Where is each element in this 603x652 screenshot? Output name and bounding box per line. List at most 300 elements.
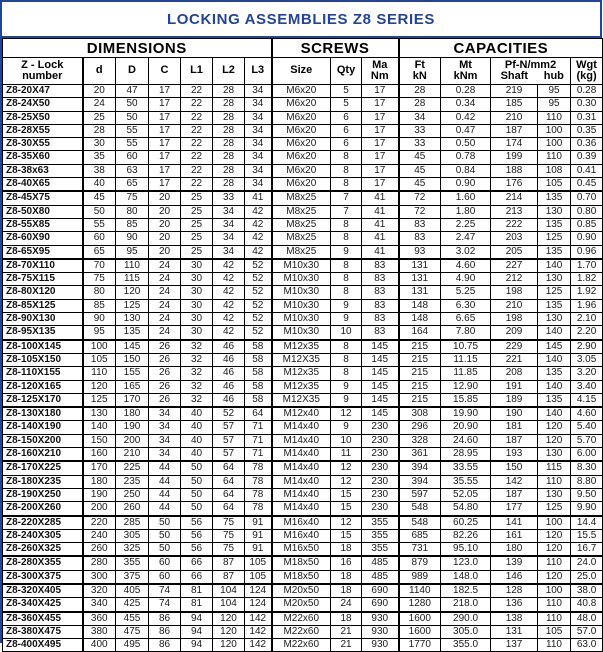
cell-ft: 45 [399, 151, 441, 164]
cell-C: 86 [149, 612, 181, 626]
cell-L3: 142 [245, 639, 272, 652]
cell-hub: 135 [538, 367, 571, 380]
cell-ft: 28 [399, 85, 441, 98]
cell-hub: 135 [538, 299, 571, 312]
col-mt [441, 58, 491, 85]
cell-D: 115 [116, 273, 149, 286]
cell-name: Z8-35X60 [3, 151, 83, 164]
cell-d: 400 [83, 639, 116, 652]
cell-shaft: 208 [491, 367, 538, 380]
cell-shaft: 221 [491, 353, 538, 366]
cell-qty: 8 [331, 367, 362, 380]
cell-name: Z8-20X47 [3, 85, 83, 98]
cell-L2: 28 [213, 111, 245, 124]
cell-size: M8x25 [272, 232, 331, 245]
cell-C: 26 [149, 367, 181, 380]
cell-hub: 110 [538, 639, 571, 652]
cell-qty: 8 [331, 151, 362, 164]
cell-L2: 64 [213, 475, 245, 488]
cell-D: 110 [116, 259, 149, 273]
cell-L3: 41 [245, 191, 272, 205]
cell-C: 17 [149, 138, 181, 151]
cell-size: M12x35 [272, 380, 331, 393]
cell-C: 24 [149, 273, 181, 286]
cell-L1: 66 [181, 570, 213, 584]
cell-d: 85 [83, 299, 116, 312]
cell-L3: 42 [245, 205, 272, 218]
cell-L3: 71 [245, 434, 272, 447]
cell-qty: 8 [331, 218, 362, 231]
cell-shaft: 177 [491, 502, 538, 516]
cell-ma: 83 [362, 273, 399, 286]
cell-wgt: 0.80 [571, 205, 603, 218]
cell-ft: 83 [399, 218, 441, 231]
cell-ft: 93 [399, 245, 441, 259]
cell-D: 47 [116, 85, 149, 98]
cell-shaft: 188 [491, 164, 538, 177]
cell-D: 455 [116, 612, 149, 626]
cell-C: 26 [149, 353, 181, 366]
cell-ma: 145 [362, 340, 399, 354]
cell-D: 55 [116, 124, 149, 137]
cell-L1: 25 [181, 245, 213, 259]
section-screws: SCREWS [272, 39, 399, 58]
cell-L2: 104 [213, 584, 245, 598]
cell-size: M12X35 [272, 353, 331, 366]
cell-L3: 71 [245, 421, 272, 434]
col-pf-sub [491, 71, 570, 83]
table-row [3, 461, 603, 475]
table-row [3, 151, 603, 164]
cell-L2: 57 [213, 434, 245, 447]
cell-qty: 21 [331, 639, 362, 652]
cell-L2: 42 [213, 326, 245, 340]
cell-size: M6x20 [272, 151, 331, 164]
cell-C: 44 [149, 502, 181, 516]
cell-d: 35 [83, 151, 116, 164]
cell-D: 130 [116, 313, 149, 326]
cell-L3: 142 [245, 625, 272, 638]
cell-ft: 1280 [399, 598, 441, 612]
cell-ft: 597 [399, 488, 441, 501]
cell-shaft: 210 [491, 111, 538, 124]
cell-shaft: 131 [491, 625, 538, 638]
cell-shaft: 229 [491, 340, 538, 354]
cell-shaft: 222 [491, 218, 538, 231]
cell-size: M6x20 [272, 178, 331, 192]
cell-d: 30 [83, 138, 116, 151]
cell-C: 24 [149, 313, 181, 326]
cell-C: 50 [149, 516, 181, 530]
cell-L3: 42 [245, 232, 272, 245]
cell-name: Z8-300X375 [3, 570, 83, 584]
cell-L1: 94 [181, 639, 213, 652]
cell-ma: 145 [362, 380, 399, 393]
cell-C: 34 [149, 434, 181, 447]
cell-wgt: 5.70 [571, 434, 603, 447]
cell-D: 325 [116, 543, 149, 557]
cell-ma: 930 [362, 625, 399, 638]
cell-d: 160 [83, 448, 116, 462]
cell-wgt: 0.28 [571, 85, 603, 98]
col-ft [399, 58, 441, 85]
section-dimensions: DIMENSIONS [3, 39, 272, 58]
cell-ma: 83 [362, 326, 399, 340]
cell-wgt: 25.0 [571, 570, 603, 584]
col-pf [491, 58, 571, 85]
cell-ma: 41 [362, 205, 399, 218]
cell-d: 320 [83, 584, 116, 598]
cell-qty: 18 [331, 584, 362, 598]
cell-mt: 95.10 [441, 543, 491, 557]
cell-C: 17 [149, 111, 181, 124]
cell-L1: 22 [181, 98, 213, 111]
table-row [3, 111, 603, 124]
cell-wgt: 63.0 [571, 639, 603, 652]
table-row [3, 598, 603, 612]
cell-qty: 9 [331, 421, 362, 434]
cell-shaft: 150 [491, 461, 538, 475]
col-zlock-line2: number [22, 70, 63, 82]
cell-qty: 8 [331, 273, 362, 286]
cell-size: M6x20 [272, 164, 331, 177]
cell-wgt: 38.0 [571, 584, 603, 598]
cell-wgt: 1.82 [571, 273, 603, 286]
cell-name: Z8-120X165 [3, 380, 83, 393]
cell-size: M12x35 [272, 367, 331, 380]
table-row [3, 353, 603, 366]
cell-ft: 215 [399, 367, 441, 380]
cell-ma: 83 [362, 259, 399, 273]
cell-size: M14x40 [272, 488, 331, 501]
cell-L3: 58 [245, 380, 272, 393]
cell-shaft: 198 [491, 313, 538, 326]
cell-ft: 215 [399, 380, 441, 393]
cell-d: 280 [83, 556, 116, 570]
table-row [3, 85, 603, 98]
cell-shaft: 187 [491, 434, 538, 447]
cell-D: 85 [116, 218, 149, 231]
cell-wgt: 0.31 [571, 111, 603, 124]
cell-D: 80 [116, 205, 149, 218]
cell-qty: 9 [331, 299, 362, 312]
cell-D: 425 [116, 598, 149, 612]
cell-ft: 215 [399, 353, 441, 366]
cell-qty: 12 [331, 461, 362, 475]
cell-hub: 120 [538, 434, 571, 447]
cell-name: Z8-50X80 [3, 205, 83, 218]
cell-ft: 308 [399, 407, 441, 421]
cell-size: M14x40 [272, 434, 331, 447]
cell-L2: 28 [213, 124, 245, 137]
cell-hub: 140 [538, 407, 571, 421]
cell-L3: 34 [245, 111, 272, 124]
cell-L3: 52 [245, 313, 272, 326]
table-row [3, 502, 603, 516]
cell-C: 20 [149, 191, 181, 205]
cell-L1: 94 [181, 625, 213, 638]
table-row [3, 516, 603, 530]
cell-wgt: 3.20 [571, 367, 603, 380]
cell-D: 235 [116, 475, 149, 488]
cell-hub: 140 [538, 326, 571, 340]
cell-shaft: 227 [491, 259, 538, 273]
cell-L3: 58 [245, 367, 272, 380]
cell-C: 86 [149, 625, 181, 638]
cell-ft: 131 [399, 286, 441, 299]
cell-shaft: 209 [491, 326, 538, 340]
cell-ma: 230 [362, 448, 399, 462]
cell-wgt: 0.30 [571, 98, 603, 111]
cell-d: 130 [83, 407, 116, 421]
cell-wgt: 0.96 [571, 245, 603, 259]
cell-ma: 41 [362, 232, 399, 245]
cell-L1: 22 [181, 164, 213, 177]
cell-L2: 46 [213, 367, 245, 380]
col-ft-line1: Ft [414, 58, 425, 71]
table-row [3, 191, 603, 205]
cell-L1: 25 [181, 232, 213, 245]
cell-wgt: 2.20 [571, 326, 603, 340]
cell-mt: 0.50 [441, 138, 491, 151]
cell-C: 86 [149, 639, 181, 652]
cell-mt: 218.0 [441, 598, 491, 612]
table-row [3, 232, 603, 245]
cell-mt: 0.34 [441, 98, 491, 111]
cell-name: Z8-95X135 [3, 326, 83, 340]
cell-D: 375 [116, 570, 149, 584]
cell-shaft: 191 [491, 380, 538, 393]
table-row [3, 245, 603, 259]
cell-qty: 12 [331, 475, 362, 488]
cell-mt: 35.55 [441, 475, 491, 488]
cell-qty: 12 [331, 407, 362, 421]
table-row [3, 138, 603, 151]
cell-L3: 124 [245, 584, 272, 598]
cell-L1: 30 [181, 326, 213, 340]
cell-L3: 52 [245, 299, 272, 312]
cell-ft: 879 [399, 556, 441, 570]
cell-ma: 355 [362, 529, 399, 542]
cell-L1: 22 [181, 85, 213, 98]
cell-wgt: 8.80 [571, 475, 603, 488]
col-size: Size [272, 58, 331, 85]
cell-ma: 17 [362, 178, 399, 192]
cell-C: 24 [149, 286, 181, 299]
cell-qty: 9 [331, 313, 362, 326]
cell-size: M10x30 [272, 299, 331, 312]
cell-ma: 83 [362, 313, 399, 326]
cell-L1: 30 [181, 313, 213, 326]
cell-shaft: 142 [491, 475, 538, 488]
cell-ft: 548 [399, 502, 441, 516]
cell-L1: 94 [181, 612, 213, 626]
cell-ma: 485 [362, 556, 399, 570]
cell-C: 74 [149, 598, 181, 612]
cell-d: 90 [83, 313, 116, 326]
cell-D: 285 [116, 516, 149, 530]
col-pf-line1: Pf-N/mm2 [504, 58, 557, 71]
cell-ma: 690 [362, 584, 399, 598]
cell-name: Z8-180X235 [3, 475, 83, 488]
cell-name: Z8-55X85 [3, 218, 83, 231]
cell-L1: 32 [181, 367, 213, 380]
cell-size: M16x50 [272, 543, 331, 557]
cell-ma: 41 [362, 245, 399, 259]
table-row [3, 299, 603, 312]
cell-size: M6x20 [272, 98, 331, 111]
cell-ft: 328 [399, 434, 441, 447]
cell-ft: 45 [399, 164, 441, 177]
cell-d: 380 [83, 625, 116, 638]
cell-D: 305 [116, 529, 149, 542]
cell-L2: 46 [213, 393, 245, 407]
cell-mt: 10.75 [441, 340, 491, 354]
cell-wgt: 48.0 [571, 612, 603, 626]
cell-shaft: 146 [491, 570, 538, 584]
cell-C: 24 [149, 259, 181, 273]
cell-L1: 50 [181, 461, 213, 475]
cell-L3: 58 [245, 340, 272, 354]
cell-hub: 135 [538, 393, 571, 407]
cell-L2: 28 [213, 178, 245, 192]
cell-C: 17 [149, 151, 181, 164]
cell-name: Z8-260X325 [3, 543, 83, 557]
cell-C: 17 [149, 98, 181, 111]
cell-L1: 25 [181, 218, 213, 231]
cell-ft: 164 [399, 326, 441, 340]
cell-ma: 355 [362, 516, 399, 530]
cell-name: Z8-125X170 [3, 393, 83, 407]
cell-mt: 11.85 [441, 367, 491, 380]
cell-L2: 42 [213, 299, 245, 312]
cell-ma: 230 [362, 488, 399, 501]
cell-L1: 40 [181, 407, 213, 421]
cell-D: 90 [116, 232, 149, 245]
cell-shaft: 212 [491, 273, 538, 286]
cell-C: 44 [149, 475, 181, 488]
cell-L1: 22 [181, 124, 213, 137]
cell-D: 60 [116, 151, 149, 164]
cell-C: 44 [149, 461, 181, 475]
cell-C: 20 [149, 218, 181, 231]
cell-wgt: 8.30 [571, 461, 603, 475]
cell-shaft: 199 [491, 151, 538, 164]
cell-size: M6x20 [272, 111, 331, 124]
cell-L2: 64 [213, 502, 245, 516]
cell-ft: 1600 [399, 612, 441, 626]
cell-size: M8x25 [272, 245, 331, 259]
cell-name: Z8-90X130 [3, 313, 83, 326]
cell-d: 100 [83, 340, 116, 354]
cell-qty: 16 [331, 556, 362, 570]
cell-ma: 17 [362, 151, 399, 164]
cell-qty: 15 [331, 488, 362, 501]
cell-d: 25 [83, 111, 116, 124]
cell-name: Z8-130X180 [3, 407, 83, 421]
cell-L2: 75 [213, 516, 245, 530]
cell-ma: 83 [362, 299, 399, 312]
cell-ft: 83 [399, 232, 441, 245]
col-ft-line2: kN [412, 70, 427, 82]
cell-ft: 394 [399, 475, 441, 488]
cell-d: 300 [83, 570, 116, 584]
cell-qty: 8 [331, 353, 362, 366]
cell-mt: 24.60 [441, 434, 491, 447]
cell-shaft: 198 [491, 286, 538, 299]
cell-D: 170 [116, 393, 149, 407]
cell-L3: 58 [245, 393, 272, 407]
cell-shaft: 181 [491, 421, 538, 434]
cell-name: Z8-60X90 [3, 232, 83, 245]
cell-L1: 32 [181, 380, 213, 393]
cell-ft: 731 [399, 543, 441, 557]
cell-name: Z8-360X455 [3, 612, 83, 626]
cell-L3: 34 [245, 138, 272, 151]
cell-L2: 57 [213, 421, 245, 434]
cell-C: 60 [149, 556, 181, 570]
cell-L3: 78 [245, 502, 272, 516]
cell-qty: 15 [331, 529, 362, 542]
cell-D: 495 [116, 639, 149, 652]
cell-wgt: 1.96 [571, 299, 603, 312]
table-row [3, 326, 603, 340]
cell-L3: 105 [245, 570, 272, 584]
cell-ft: 685 [399, 529, 441, 542]
col-pf-shaft: Shaft [500, 70, 529, 82]
cell-wgt: 0.41 [571, 164, 603, 177]
col-wgt [571, 58, 603, 85]
cell-size: M20x50 [272, 584, 331, 598]
cell-wgt: 1.92 [571, 286, 603, 299]
cell-ft: 34 [399, 111, 441, 124]
cell-L1: 50 [181, 475, 213, 488]
table-row [3, 448, 603, 462]
cell-ft: 548 [399, 516, 441, 530]
cell-D: 65 [116, 178, 149, 192]
cell-qty: 8 [331, 259, 362, 273]
cell-wgt: 3.40 [571, 380, 603, 393]
cell-wgt: 0.35 [571, 124, 603, 137]
cell-qty: 18 [331, 612, 362, 626]
cell-L2: 52 [213, 407, 245, 421]
cell-size: M6x20 [272, 138, 331, 151]
cell-ma: 17 [362, 85, 399, 98]
cell-d: 260 [83, 543, 116, 557]
cell-size: M14x40 [272, 475, 331, 488]
cell-L2: 28 [213, 151, 245, 164]
cell-mt: 11.15 [441, 353, 491, 366]
cell-size: M8x25 [272, 191, 331, 205]
cell-ma: 145 [362, 393, 399, 407]
cell-L2: 120 [213, 612, 245, 626]
cell-hub: 135 [538, 191, 571, 205]
cell-hub: 140 [538, 380, 571, 393]
col-ma-line2: Nm [370, 70, 389, 82]
cell-L2: 42 [213, 286, 245, 299]
cell-mt: 0.84 [441, 164, 491, 177]
cell-mt: 3.02 [441, 245, 491, 259]
cell-mt: 0.90 [441, 178, 491, 192]
cell-name: Z8-220X285 [3, 516, 83, 530]
cell-size: M22x60 [272, 612, 331, 626]
cell-ft: 1770 [399, 639, 441, 652]
cell-hub: 110 [538, 612, 571, 626]
cell-mt: 305.0 [441, 625, 491, 638]
cell-L1: 56 [181, 516, 213, 530]
cell-L3: 91 [245, 543, 272, 557]
cell-d: 50 [83, 205, 116, 218]
